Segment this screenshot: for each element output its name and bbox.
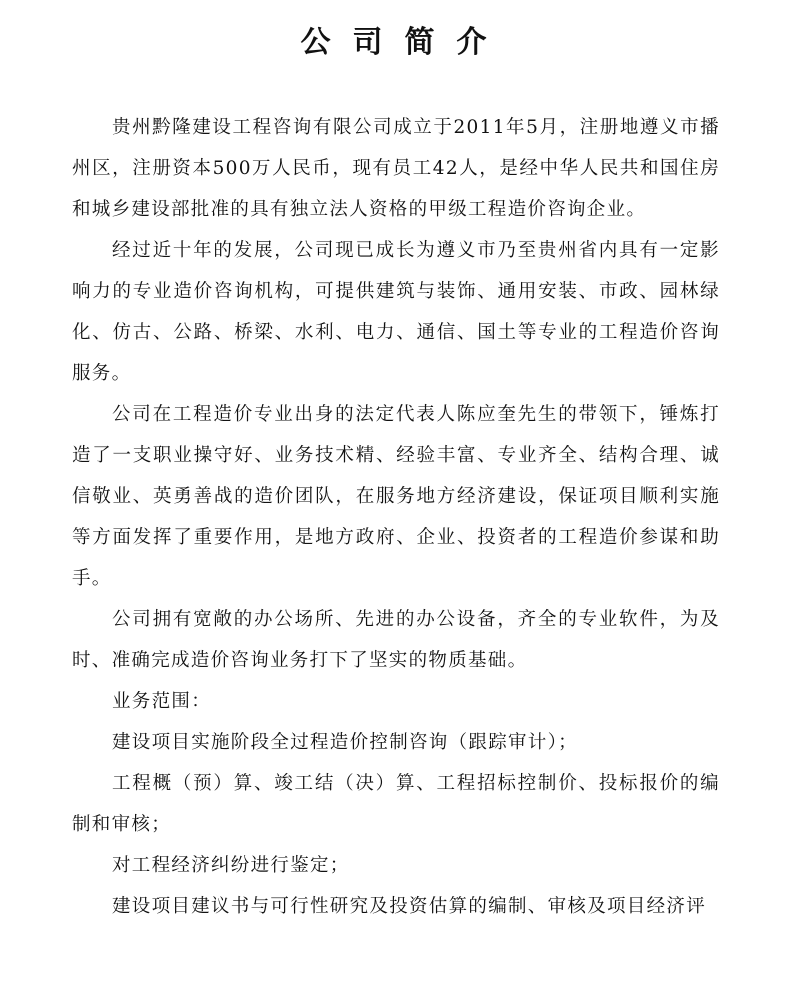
paragraph-development: 经过近十年的发展，公司现已成长为遵义市乃至贵州省内具有一定影响力的专业造价咨询机构，可提供建筑与装饰、通用安装、市政、园林绿化、仿古、公路、桥梁、水利、电力、通信、国土等专业的工程造价咨询服务。	[72, 240, 720, 384]
paragraph-company-founding: 贵州黔隆建设工程咨询有限公司成立于2011年5月，注册地遵义市播州区，注册资本500万人民币，现有员工42人，是经中华人民共和国住房和城乡建设部批准的具有独立法人资格的甲级工程造价咨询企业。	[72, 117, 720, 220]
paragraph-scope-item-feasibility: 建设项目建议书与可行性研究及投资估算的编制、审核及项目经济评	[112, 896, 707, 917]
paragraph-facilities: 公司拥有宽敞的办公场所、先进的办公设备，齐全的专业软件，为及时、准确完成造价咨询业务打下了坚实的物质基础。	[72, 609, 720, 671]
document-title: 公司简介	[300, 25, 509, 60]
paragraph-team: 公司在工程造价专业出身的法定代表人陈应奎先生的带领下，锤炼打造了一支职业操守好、业务技术精、经验丰富、专业齐全、结构合理、诚信敬业、英勇善战的造价团队，在服务地方经济建设，保证项目顺利实施等方面发挥了重要作用，是地方政府、企业、投资者的工程造价参谋和助手。	[72, 404, 720, 589]
paragraph-scope-item-dispute-appraisal: 对工程经济纠纷进行鉴定；	[112, 855, 350, 876]
paragraph-scope-item-budget-settlement: 工程概（预）算、竣工结（决）算、工程招标控制价、投标报价的编制和审核；	[72, 773, 720, 835]
document-body	[72, 107, 720, 927]
paragraph-scope-item-tracking-audit: 建设项目实施阶段全过程造价控制咨询（跟踪审计）；	[112, 732, 578, 753]
paragraph-business-scope-heading: 业务范围：	[112, 691, 212, 712]
